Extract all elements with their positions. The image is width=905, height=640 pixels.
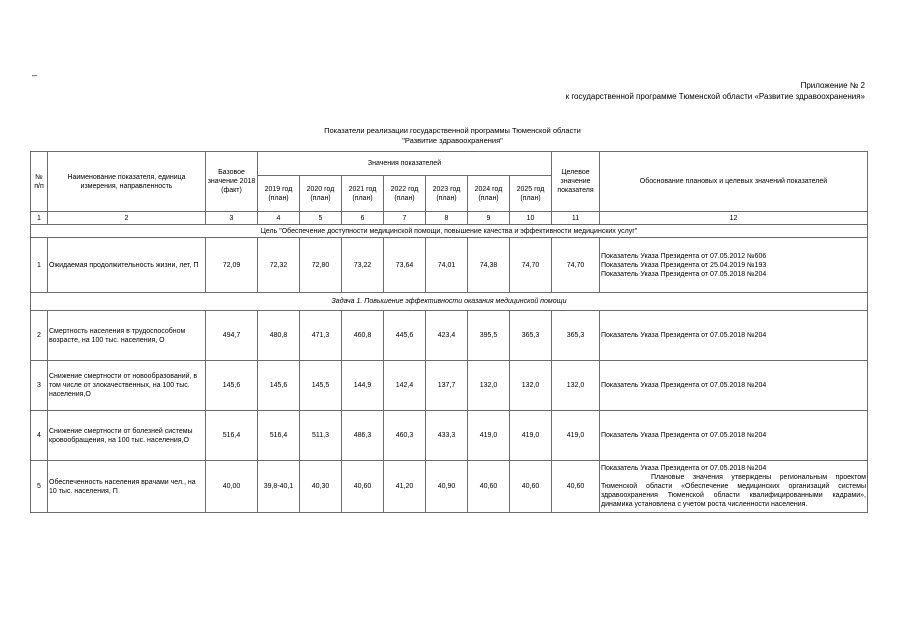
justification-line: Показатель Указа Президента от 07.05.2018 №204 xyxy=(601,382,767,389)
row-number: 1 xyxy=(31,238,48,293)
plan-value: 40,60 xyxy=(342,461,384,513)
row-number: 5 xyxy=(31,461,48,513)
plan-value: 40,60 xyxy=(468,461,510,513)
plan-value: 41,20 xyxy=(384,461,426,513)
task-row xyxy=(31,293,868,311)
goal-text: Цель "Обеспечение доступности медицинской помощи, повышение качества и эффективности медицинских услуг" xyxy=(31,225,868,238)
plan-value: 74,70 xyxy=(510,238,552,293)
header-year: 2025 год (план) xyxy=(510,176,552,212)
header-values: Значения показателей xyxy=(258,152,552,176)
justification xyxy=(600,361,868,411)
title-line-2: "Развитие здравоохранения" xyxy=(402,136,503,145)
justification xyxy=(600,461,868,513)
justification-line: Показатель Указа Президента от 25.04.2019 №193 xyxy=(601,261,767,269)
column-number: 4 xyxy=(258,212,300,225)
plan-value: 72,32 xyxy=(258,238,300,293)
plan-value: 460,8 xyxy=(342,311,384,361)
header-year: 2022 год (план) xyxy=(384,176,426,212)
justification xyxy=(600,411,868,461)
justification xyxy=(600,311,868,361)
target-value: 419,0 xyxy=(552,411,600,461)
indicator-name: Смертность населения в трудоспособном возрасте, на 100 тыс. населения, О xyxy=(48,311,206,361)
column-number: 12 xyxy=(600,212,868,225)
plan-value: 516,4 xyxy=(258,411,300,461)
plan-value: 365,3 xyxy=(510,311,552,361)
column-number: 3 xyxy=(206,212,258,225)
justification-line: Плановые значения утверждены региональным проектом Тюменской области «Обеспечение медицинских организаций системы здравоохранения Тюменской области квалифицированными кадрами», динамика установлена с учетом роста численности населения. xyxy=(601,474,866,508)
header-year: 2024 год (план) xyxy=(468,176,510,212)
justification-line: Показатель Указа Президента от 07.05.2018 №204 xyxy=(601,432,767,439)
column-number: 10 xyxy=(510,212,552,225)
table-row xyxy=(31,361,868,411)
row-number: 3 xyxy=(31,361,48,411)
row-number: 4 xyxy=(31,411,48,461)
indicator-name: Снижение смертности от болезней системы кровообращения, на 100 тыс. населения,О xyxy=(48,411,206,461)
plan-value: 73,22 xyxy=(342,238,384,293)
document-title xyxy=(0,126,905,146)
indicator-name: Снижение смертности от новообразований, в том числе от злокачественных, на 100 тыс. населения,О xyxy=(48,361,206,411)
header-name: Наименование показателя, единица измерения, направленность xyxy=(48,152,206,212)
header-year: 2021 год (план) xyxy=(342,176,384,212)
title-line-1: Показатели реализации государственной программы Тюменской области xyxy=(324,126,581,135)
column-numbers-row xyxy=(31,212,868,225)
appendix-program: к государственной программе Тюменской области «Развитие здравоохранения» xyxy=(565,92,865,101)
plan-value: 74,38 xyxy=(468,238,510,293)
base-value: 516,4 xyxy=(206,411,258,461)
justification xyxy=(600,238,868,293)
plan-value: 145,6 xyxy=(258,361,300,411)
column-number: 8 xyxy=(426,212,468,225)
justification-line: Показатель Указа Президента от 07.05.2018 №204 xyxy=(601,270,767,278)
goal-row xyxy=(31,225,868,238)
plan-value: 40,90 xyxy=(426,461,468,513)
plan-value: 423,4 xyxy=(426,311,468,361)
plan-value: 39,8-40,1 xyxy=(258,461,300,513)
table-row xyxy=(31,238,868,293)
target-value: 132,0 xyxy=(552,361,600,411)
column-number: 9 xyxy=(468,212,510,225)
indicators-table xyxy=(30,151,868,513)
plan-value: 480,8 xyxy=(258,311,300,361)
plan-value: 40,60 xyxy=(510,461,552,513)
plan-value: 471,3 xyxy=(300,311,342,361)
header-target: Целевое значение показателя xyxy=(552,152,600,212)
base-value: 72,09 xyxy=(206,238,258,293)
plan-value: 137,7 xyxy=(426,361,468,411)
appendix-number: Приложение № 2 xyxy=(800,81,865,90)
header-base: Базовое значение 2018 (факт) xyxy=(206,152,258,212)
target-value: 74,70 xyxy=(552,238,600,293)
plan-value: 445,6 xyxy=(384,311,426,361)
column-number: 7 xyxy=(384,212,426,225)
header-row xyxy=(31,152,868,176)
plan-value: 460,3 xyxy=(384,411,426,461)
indicator-name: Обеспеченность населения врачами чел., на 10 тыс. населения, П xyxy=(48,461,206,513)
plan-value: 419,0 xyxy=(468,411,510,461)
page-mark: – xyxy=(32,70,38,80)
plan-value: 132,0 xyxy=(468,361,510,411)
header-justification: Обоснование плановых и целевых значений показателей xyxy=(600,152,868,212)
base-value: 494,7 xyxy=(206,311,258,361)
plan-value: 74,01 xyxy=(426,238,468,293)
plan-value: 486,3 xyxy=(342,411,384,461)
table-row xyxy=(31,311,868,361)
justification-line: Показатель Указа Президента от 07.05.2018 №204 xyxy=(601,465,767,472)
base-value: 145,6 xyxy=(206,361,258,411)
appendix-header xyxy=(566,80,865,102)
header-num: № п/п xyxy=(31,152,48,212)
plan-value: 72,80 xyxy=(300,238,342,293)
header-year: 2020 год (план) xyxy=(300,176,342,212)
row-number: 2 xyxy=(31,311,48,361)
header-year: 2023 год (план) xyxy=(426,176,468,212)
column-number: 11 xyxy=(552,212,600,225)
target-value: 40,60 xyxy=(552,461,600,513)
plan-value: 142,4 xyxy=(384,361,426,411)
indicator-name: Ожидаемая продолжительность жизни, лет, П xyxy=(48,238,206,293)
justification-line: Показатель Указа Президента от 07.05.2018 №204 xyxy=(601,332,767,339)
base-value: 40,00 xyxy=(206,461,258,513)
plan-value: 419,0 xyxy=(510,411,552,461)
plan-value: 433,3 xyxy=(426,411,468,461)
column-number: 5 xyxy=(300,212,342,225)
plan-value: 144,9 xyxy=(342,361,384,411)
plan-value: 73,64 xyxy=(384,238,426,293)
header-year: 2019 год (план) xyxy=(258,176,300,212)
task-text: Задача 1. Повышение эффективности оказания медицинской помощи xyxy=(31,293,868,311)
column-number: 1 xyxy=(31,212,48,225)
justification-line: Показатель Указа Президента от 07.05.2012 №606 xyxy=(601,252,767,260)
column-number: 2 xyxy=(48,212,206,225)
table-row xyxy=(31,411,868,461)
table-row xyxy=(31,461,868,513)
column-number: 6 xyxy=(342,212,384,225)
target-value: 365,3 xyxy=(552,311,600,361)
plan-value: 395,5 xyxy=(468,311,510,361)
plan-value: 40,30 xyxy=(300,461,342,513)
plan-value: 145,5 xyxy=(300,361,342,411)
plan-value: 132,0 xyxy=(510,361,552,411)
plan-value: 511,3 xyxy=(300,411,342,461)
